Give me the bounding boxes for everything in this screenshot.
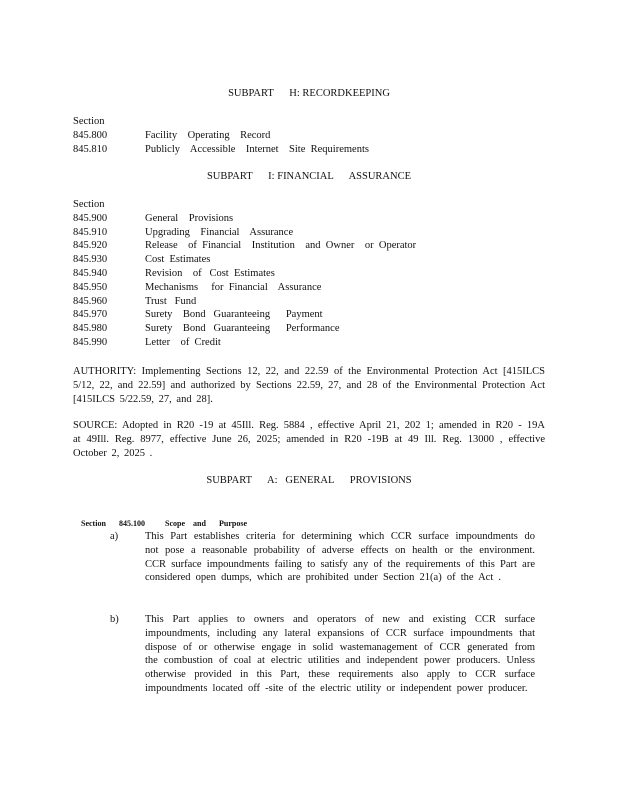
authority-note: AUTHORITY: Implementing Sections 12, 22, and 22.59 of the Environmental Protection Act [415ILCS 5/12, 22, and 22.59] and authorized by Sections 22.59, 27, and 28 of the Environmental Protection Act [415ILCS 5/22.59, 27, and 28]. xyxy=(73,366,545,405)
section-number: 845.930 xyxy=(73,254,108,266)
section-entry xyxy=(73,336,416,350)
section-number: 845.920 xyxy=(73,240,108,252)
section-number: 845.940 xyxy=(73,267,108,279)
section-entry xyxy=(73,226,416,240)
section-title: Facility Operating Record xyxy=(145,129,271,141)
section-entry xyxy=(73,129,369,143)
section-title: Revision of Cost Estimates xyxy=(145,267,275,279)
section-label: Section xyxy=(81,518,106,528)
section-number: 845.900 xyxy=(73,212,108,224)
section-title: Upgrading Financial Assurance xyxy=(145,226,294,238)
section-entry xyxy=(73,239,416,253)
section-number: 845.990 xyxy=(73,336,108,348)
subpart-i-section-list xyxy=(73,198,416,350)
section-number: 845.970 xyxy=(73,309,108,321)
section-entry xyxy=(73,253,416,267)
subsection-label: a) xyxy=(110,531,119,542)
section-title-word: Scope xyxy=(165,518,185,528)
section-title-word: Purpose xyxy=(219,518,247,528)
section-title: Trust Fund xyxy=(145,295,197,307)
section-label: Section xyxy=(73,116,105,127)
section-entry xyxy=(73,267,416,281)
section-number: 845.800 xyxy=(73,129,108,141)
section-number: 845.100 xyxy=(119,518,145,528)
section-number: 845.810 xyxy=(73,143,108,155)
subsection-label: b) xyxy=(110,614,119,625)
section-entry xyxy=(73,322,416,336)
section-title-word: and xyxy=(193,518,206,528)
section-number: 845.950 xyxy=(73,281,108,293)
section-title: Letter of Credit xyxy=(145,336,221,348)
subsection-a xyxy=(110,530,550,585)
subpart-h-heading: SUBPART H: RECORDKEEPING xyxy=(228,88,390,99)
subpart-i-heading: SUBPART I: FINANCIAL ASSURANCE xyxy=(206,171,412,182)
source-note: SOURCE: Adopted in R20 -19 at 45Ill. Reg. 5884 , effective April 21, 202 1; amended in R20 - 19A at 49Ill. Reg. 8977, effective June 26, 2025; amended in R20 -19B at 49 Ill. Reg. 13000 , effective October 2, 2025 . xyxy=(73,420,545,459)
section-title: Surety Bond Guaranteeing Performance xyxy=(145,323,340,335)
section-title: Surety Bond Guaranteeing Payment xyxy=(145,309,323,321)
subpart-a-heading: SUBPART A: GENERAL PROVISIONS xyxy=(206,475,412,486)
section-number: 845.980 xyxy=(73,323,108,335)
section-label: Section xyxy=(73,199,105,210)
section-title: General Provisions xyxy=(145,212,234,224)
section-title: Publicly Accessible Internet Site Requirements xyxy=(145,143,369,155)
section-number: 845.960 xyxy=(73,295,108,307)
subpart-h-section-list xyxy=(73,115,369,156)
section-entry xyxy=(73,281,416,295)
subsection-text: This Part establishes criteria for determining which CCR surface impoundments do not pose a reasonable probability of adverse effects on health or the environment. CCR surface impoundments failing to satisfy any of the requirements of this Part are considered open dumps, which are prohibited under Section 21(a) of the Act . xyxy=(145,531,535,584)
section-title: Cost Estimates xyxy=(145,254,211,266)
section-entry xyxy=(73,295,416,309)
section-title: Mechanisms for Financial Assurance xyxy=(145,281,322,293)
subsection-b xyxy=(110,613,550,696)
subsection-text: This Part applies to owners and operators of new and existing CCR surface impoundments, including any lateral expansions of CCR surface impoundments that dispose of or otherwise engage in solid wastemanagement of CCR generated from the combustion of coal at electric utilities and independent power producers. Unless otherwise provided in this Part, these requirements also apply to CCR surface impoundments located off -site of the electric utility or independent power producer. xyxy=(145,614,535,694)
section-entry xyxy=(73,308,416,322)
section-number: 845.910 xyxy=(73,226,108,238)
section-entry xyxy=(73,143,369,157)
section-entry xyxy=(73,212,416,226)
section-title: Release of Financial Institution and Owner or Operator xyxy=(145,240,417,252)
